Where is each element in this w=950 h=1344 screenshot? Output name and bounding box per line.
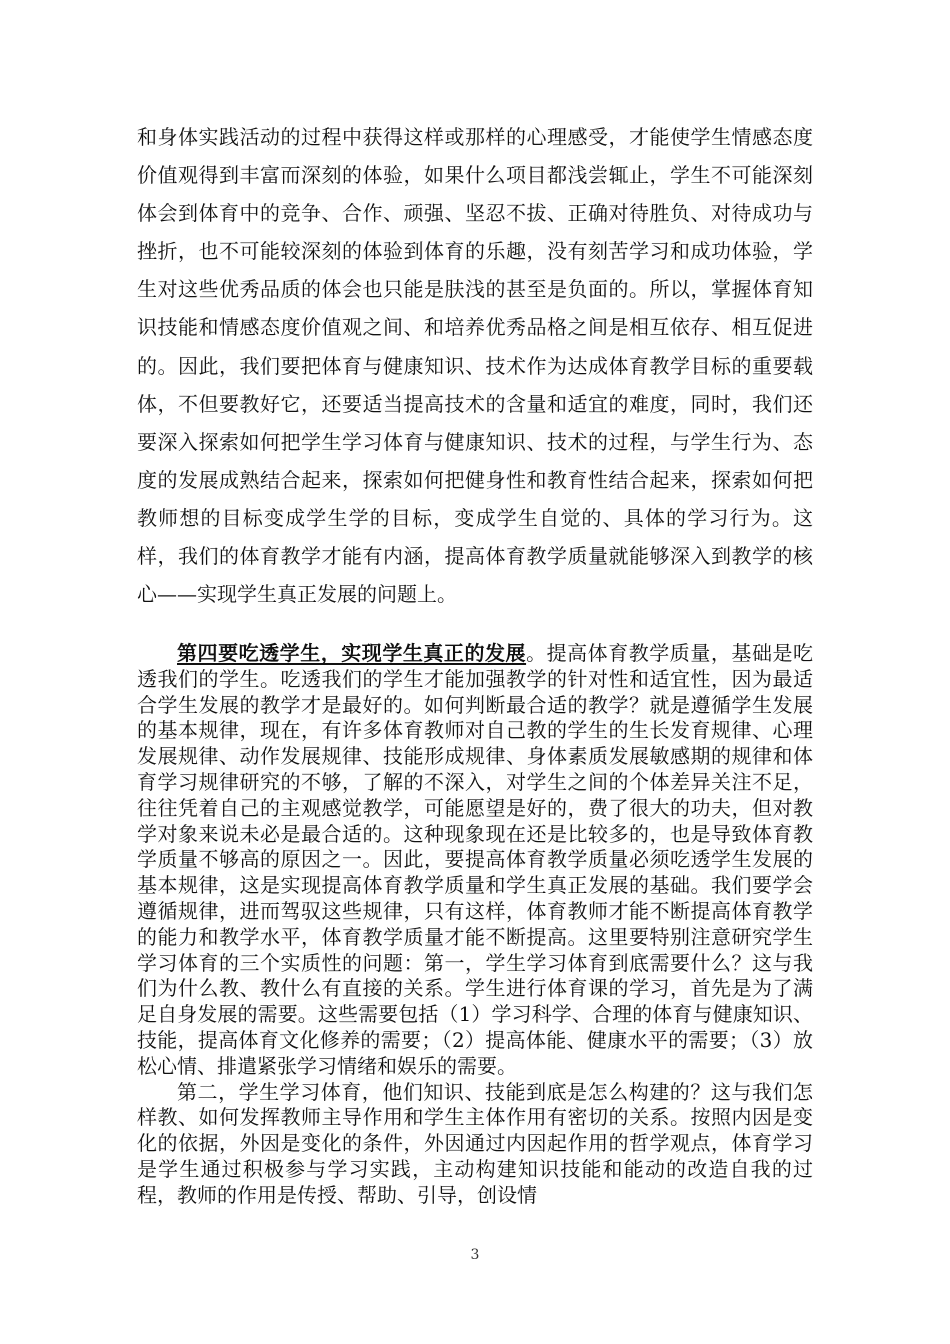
- second-point-paragraph: 第二，学生学习体育，他们知识、技能到底是怎么构建的？这与我们怎样教、如何发挥教师主导作用和学生主体作用有密切的关系。按照内因是变化的依据，外因是变化的条件，外因通过内因起作用的哲学观点，体育学习是学生通过积极参与学习实践，主动构建知识技能和能动的改造自我的过程，教师的作用是传授、帮助、引导，创设情: [137, 1079, 813, 1207]
- section-four-body: 。提高体育教学质量，基础是吃透我们的学生。吃透我们的学生才能加强教学的针对性和适宜性，因为最适合学生发展的教学才是最好的。如何判断最合适的教学？就是遵循学生发展的基本规律，现在，有许多体育教师对自己教的学生的生长发育规律、心理发展规律、动作发展规律、技能形成规律、身体素质发展敏感期的规律和体育学习规律研究的不够，了解的不深入，对学生之间的个体差异关注不足，往往凭着自己的主观感觉教学，可能愿望是好的，费了很大的功夫，但对教学对象来说未必是最合适的。这种现象现在还是比较多的，也是导致体育教学质量不够高的原因之一。因此，要提高体育教学质量必须吃透学生发展的基本规律，这是实现提高体育教学质量和学生真正发展的基础。我们要学会遵循规律，进而驾驭这些规律，只有这样，体育教师才能不断提高体育教学的能力和教学水平，体育教学质量才能不断提高。这里要特别注意研究学生学习体育的三个实质性的问题：第一，学生学习体育到底需要什么？这与我们为什么教、教什么有直接的关系。学生进行体育课的学习，首先是为了满足自身发展的需要。这些需要包括（1）学习科学、合理的体育与健康知识、技能，提高体育文化修养的需要；（2）提高体能、健康水平的需要；（3）放松心情、排遣紧张学习情绪和娱乐的需要。: [137, 641, 814, 1078]
- page-number: 3: [470, 1247, 480, 1263]
- section-four: [137, 641, 813, 1209]
- section-four-heading: 第四要吃透学生，实现学生真正的发展: [177, 641, 527, 665]
- section-four-paragraph: [137, 641, 813, 1080]
- continuation-paragraph: 和身体实践活动的过程中获得这样或那样的心理感受，才能使学生情感态度价值观得到丰富而深刻的体验，如果什么项目都浅尝辄止，学生不可能深刻体会到体育中的竞争、合作、顽强、坚忍不拔、正确对待胜负、对待成功与挫折，也不可能较深刻的体验到体育的乐趣，没有刻苦学习和成功体验，学生对这些优秀品质的体会也只能是肤浅的甚至是负面的。所以，掌握体育知识技能和情感态度价值观之间、和培养优秀品格之间是相互依存、相互促进的。因此，我们要把体育与健康知识、技术作为达成体育教学目标的重要载体，不但要教好它，还要适当提高技术的含量和适宜的难度，同时，我们还要深入探索如何把学生学习体育与健康知识、技术的过程，与学生行为、态度的发展成熟结合起来，探索如何把健身性和教育性结合起来，探索如何把教师想的目标变成学生学的目标，变成学生自觉的、具体的学习行为。这样，我们的体育教学才能有内涵，提高体育教学质量就能够深入到教学的核心——实现学生真正发展的问题上。: [137, 125, 813, 607]
